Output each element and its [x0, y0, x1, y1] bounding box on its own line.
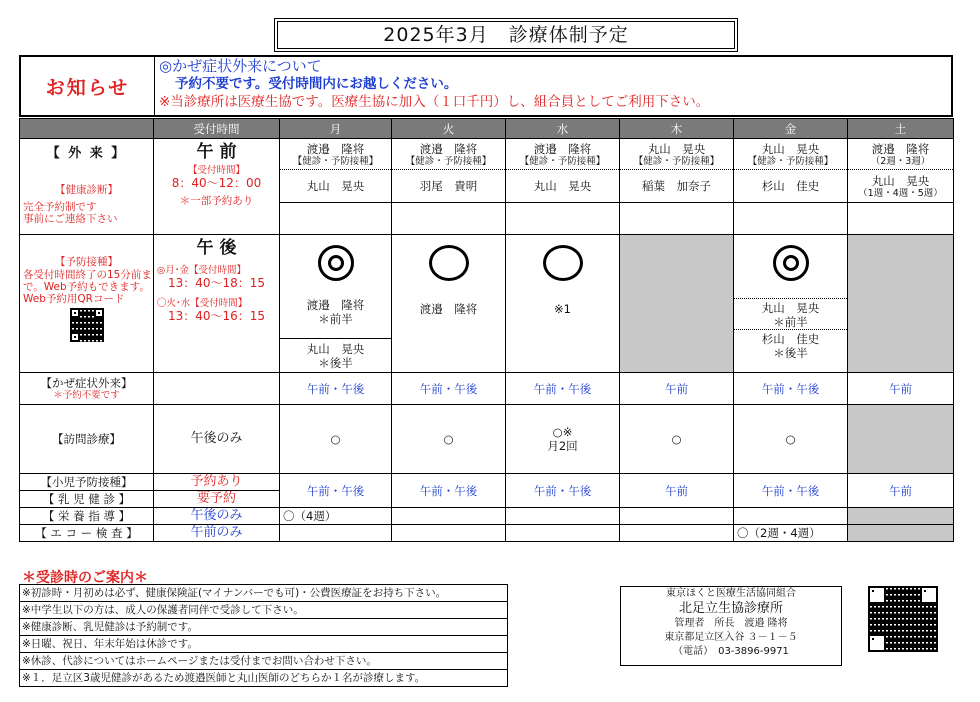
child-mon: 午前・午後 [280, 474, 392, 508]
yobo-cell [20, 235, 154, 373]
pm-label: 午 後 [196, 238, 237, 258]
web-qr-label: Web予約用QRコード [23, 293, 125, 305]
header-wed: 水 [506, 119, 620, 139]
outpatient-label: 【 外 来 】 [46, 146, 127, 161]
am-time: 8：40～12：00 [171, 176, 262, 190]
pm-wed-cell [506, 235, 620, 373]
notice-label: お知らせ [21, 57, 155, 115]
double-circle-icon [318, 245, 354, 281]
pm-fri-doctor1-note: ＊前半 [773, 315, 808, 329]
cold-tue: 午前・午後 [392, 373, 506, 405]
guidance-note-4: ※日曜、祝日、年末年始は休診です。 [20, 636, 507, 653]
pm-mon-cell-2 [280, 339, 392, 373]
visit-time: 午後のみ [154, 405, 280, 474]
am-label: 午 前 [196, 142, 237, 162]
header-row [20, 119, 954, 139]
notice-cold-text: 予約不要です。受付時間内にお越しください。 [175, 76, 458, 92]
notice-cold-heading: ◎かぜ症状外来について [159, 57, 322, 75]
clinic-manager: 管理者 所長 渡邉 隆将 [674, 618, 788, 629]
pm-mon-doctor1: 渡邉 隆将 [306, 298, 365, 312]
echo-wed [506, 525, 620, 542]
nutrition-wed [506, 508, 620, 525]
header-mon: 月 [280, 119, 392, 139]
nutrition-sat-closed [848, 508, 954, 525]
pm-tue-doctor: 渡邉 隆将 [419, 302, 478, 316]
yobo-note: 各受付時間終了の15分前まで。Web予約もできます。 [23, 269, 152, 293]
child-label1: 【小児予防接種】 [20, 474, 154, 491]
notice-coop-text: ※当診療所は医療生協です。医療生協に加入（１口千円）し、組合員としてご利用下さい。 [159, 94, 710, 110]
am-tue-doctor2: 羽尾 貴明 [392, 170, 506, 203]
guidance-title: ＊受診時のご案内＊ [22, 570, 148, 586]
visit-tue: ○ [392, 405, 506, 474]
outpatient-label-cell [20, 139, 154, 235]
circle-icon [429, 245, 469, 281]
am-sat-doctor1: 渡邉 隆将 （2週・3週） [848, 139, 954, 170]
am-wed-doctor1: 渡邉 隆将 【健診・予防接種】 [506, 139, 620, 170]
am-mon-blank [280, 203, 392, 235]
visit-label: 【訪問診療】 [20, 405, 154, 474]
clinic-tel[interactable]: （電話） 03-3896-9971 [673, 646, 789, 657]
nutrition-thu [620, 508, 734, 525]
child-time1: 予約あり [154, 474, 280, 491]
header-reception: 受付時間 [154, 119, 280, 139]
echo-time: 午前のみ [154, 525, 280, 542]
cold-label-cell [20, 373, 154, 405]
pm-time2: 13：40～16：15 [167, 309, 266, 323]
am-row-1 [20, 139, 954, 170]
echo-mon [280, 525, 392, 542]
header-fri: 金 [734, 119, 848, 139]
child-fri: 午前・午後 [734, 474, 848, 508]
guidance-note-5: ※休診、代診についてはホームページまたは受付までお問い合わせ下さい。 [20, 653, 507, 670]
clinic-name: 北足立生協診療所 [678, 601, 783, 616]
pm-time1: 13：40～18：15 [167, 276, 266, 290]
am-mon-doctor2: 丸山 晃央 [280, 170, 392, 203]
guidance-note-1: ※初診時・月初めは必ず、健康保険証(マイナンバーでも可)・公費医療証をお持ち下さい。 [20, 585, 507, 602]
kenko-note1: 完全予約制です [23, 201, 97, 213]
pm-mon-doctor2-note: ＊後半 [318, 355, 353, 370]
pm-fri-doctor2: 杉山 佳史 [734, 329, 847, 346]
pm-thu-closed [620, 235, 734, 373]
echo-thu [620, 525, 734, 542]
clinic-qr-icon[interactable] [868, 586, 938, 652]
circle-icon [543, 245, 583, 281]
nutrition-row [20, 508, 954, 525]
am-tue-blank [392, 203, 506, 235]
nutrition-tue [392, 508, 506, 525]
pm-mon-doctor1-note: ＊前半 [318, 312, 353, 326]
pm-row-1 [20, 235, 954, 339]
guidance-note-2: ※中学生以下の方は、成人の保護者同伴で受診して下さい。 [20, 602, 507, 619]
echo-row [20, 525, 954, 542]
child-time2: 要予約 [154, 491, 280, 508]
am-thu-doctor2: 稲葉 加奈子 [620, 170, 734, 203]
visit-fri: ○ [734, 405, 848, 474]
pm-time2-label: 〇火･水【受付時間】 [157, 298, 248, 309]
am-wed-doctor2: 丸山 晃央 [506, 170, 620, 203]
guidance-note-6: ※１．足立区3歳児健診があるため渡邉医師と丸山医師のどちらか１名が診療します。 [22, 672, 426, 684]
yobo-label: 【予防接種】 [55, 256, 118, 268]
am-fri-doctor1: 丸山 晃央 【健診・予防接種】 [734, 139, 848, 170]
visit-wed: ○※ 月2回 [506, 405, 620, 474]
header-tue: 火 [392, 119, 506, 139]
header-sat: 土 [848, 119, 954, 139]
am-sat-blank [848, 203, 954, 235]
pm-tue-cell [392, 235, 506, 373]
cold-sub: ＊予約不要です [53, 390, 120, 401]
nutrition-time: 午後のみ [154, 508, 280, 525]
guidance-note-3: ※健康診断、乳児健診は予約制です。 [20, 619, 507, 636]
cold-label: 【かぜ症状外来】 [40, 376, 133, 390]
am-fri-doctor2: 杉山 佳史 [734, 170, 848, 203]
clinic-org: 東京ほくと医療生活協同組合 [666, 588, 796, 599]
am-fri-blank [734, 203, 848, 235]
child-label2: 【 乳 児 健 診 】 [20, 491, 154, 508]
pm-mon-doctor2: 丸山 晃央 [306, 341, 365, 356]
child-row-1 [20, 474, 954, 491]
pm-fri-doctor1: 丸山 晃央 [734, 298, 847, 315]
cold-row [20, 373, 954, 405]
am-reception-cell [154, 139, 280, 235]
visit-row [20, 405, 954, 474]
clinic-address: 東京都足立区入谷 ３－１－５ [664, 632, 798, 643]
pm-wed-note: ※1 [554, 302, 571, 316]
pm-fri-cell [734, 235, 848, 373]
guidance-notes [19, 584, 508, 687]
child-sat: 午前 [848, 474, 954, 508]
page-title: 2025年3月 診療体制予定 [277, 21, 735, 49]
pm-time1-label: ◎月･金【受付時間】 [157, 265, 247, 276]
child-wed: 午前・午後 [506, 474, 620, 508]
am-time-label: 【受付時間】 [187, 165, 245, 176]
echo-fri: 〇（2週・4週） [734, 525, 848, 542]
header-thu: 木 [620, 119, 734, 139]
cold-time [154, 373, 280, 405]
kenko-label: 【健康診断】 [55, 184, 118, 196]
am-thu-doctor1: 丸山 晃央 【健診・予防接種】 [620, 139, 734, 170]
nutrition-label: 【 栄 養 指 導 】 [20, 508, 154, 525]
visit-sat-closed [848, 405, 954, 474]
pm-fri-doctor2-note: ＊後半 [773, 346, 808, 360]
cold-thu: 午前 [620, 373, 734, 405]
am-tue-doctor1: 渡邉 隆将 【健診・予防接種】 [392, 139, 506, 170]
notice-box [19, 55, 953, 117]
cold-wed: 午前・午後 [506, 373, 620, 405]
pm-sat-closed [848, 235, 954, 373]
cold-sat: 午前 [848, 373, 954, 405]
am-wed-blank [506, 203, 620, 235]
kenko-note2: 事前にご連絡下さい [23, 213, 118, 225]
cold-mon: 午前・午後 [280, 373, 392, 405]
echo-tue [392, 525, 506, 542]
am-sat-doctor2: 丸山 晃央 （1週・4週・5週） [848, 170, 954, 203]
clinic-info [620, 586, 842, 666]
web-reservation-qr-icon[interactable] [70, 308, 104, 342]
cold-fri: 午前・午後 [734, 373, 848, 405]
pm-reception-cell [154, 235, 280, 373]
visit-mon: ○ [280, 405, 392, 474]
echo-sat-closed [848, 525, 954, 542]
schedule-table [19, 118, 954, 542]
am-note: ＊一部予約あり [179, 195, 254, 207]
header-blank [20, 119, 154, 139]
am-mon-doctor1: 渡邉 隆将 【健診・予防接種】 [280, 139, 392, 170]
nutrition-fri [734, 508, 848, 525]
am-thu-blank [620, 203, 734, 235]
nutrition-mon: 〇（4週） [280, 508, 392, 525]
visit-thu: ○ [620, 405, 734, 474]
echo-label: 【 エ コ ー 検 査 】 [20, 525, 154, 542]
child-thu: 午前 [620, 474, 734, 508]
double-circle-icon [773, 245, 809, 281]
child-tue: 午前・午後 [392, 474, 506, 508]
pm-mon-cell [280, 235, 392, 339]
